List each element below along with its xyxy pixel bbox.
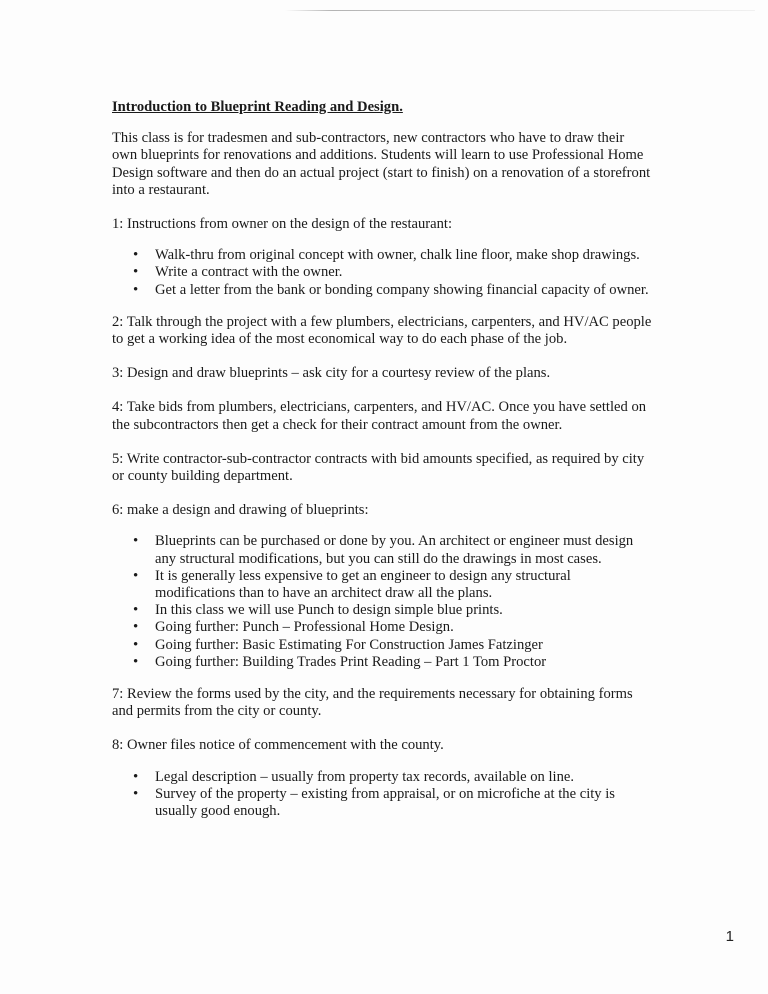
list-item: • Walk-thru from original concept with owner, chalk line floor, make shop drawings. bbox=[155, 247, 652, 264]
step-8-list bbox=[112, 769, 652, 821]
step-6-list bbox=[112, 533, 652, 671]
step-8: 8: Owner files notice of commencement with the county. bbox=[112, 737, 444, 754]
list-item: • Legal description – usually from property tax records, available on line. bbox=[155, 769, 652, 786]
document-title: Introduction to Blueprint Reading and Design. bbox=[112, 99, 403, 115]
scan-artifact-line bbox=[285, 10, 755, 11]
list-item: • Going further: Punch – Professional Home Design. bbox=[155, 619, 652, 636]
list-item: • Write a contract with the owner. bbox=[155, 264, 652, 281]
list-item: • Survey of the property – existing from appraisal, or on microfiche at the city is usually good enough. bbox=[155, 786, 652, 820]
list-item: • Going further: Building Trades Print Reading – Part 1 Tom Proctor bbox=[155, 654, 652, 671]
step-7: 7: Review the forms used by the city, and the requirements necessary for obtaining forms and permits from the city or county. bbox=[112, 686, 633, 720]
list-item: • Get a letter from the bank or bonding company showing financial capacity of owner. bbox=[155, 282, 652, 299]
list-item: • It is generally less expensive to get an engineer to design any structural modifications than to have an architect draw all the plans. bbox=[155, 568, 652, 602]
page-number: 1 bbox=[725, 928, 734, 945]
step-5: 5: Write contractor-sub-contractor contracts with bid amounts specified, as required by city or county building department. bbox=[112, 450, 645, 485]
step-2: 2: Talk through the project with a few plumbers, electricians, carpenters, and HV/AC people to get a working idea of the most economical way to do each phase of the job. bbox=[112, 313, 652, 348]
step-3: 3: Design and draw blueprints – ask city for a courtesy review of the plans. bbox=[112, 365, 551, 382]
step-1-list bbox=[112, 247, 652, 299]
step-6: 6: make a design and drawing of blueprints: bbox=[112, 502, 369, 519]
step-4: 4: Take bids from plumbers, electricians, carpenters, and HV/AC. Once you have settled on the subcontractors then get a check for their contract amount from the owner. bbox=[112, 399, 647, 433]
intro-paragraph: This class is for tradesmen and sub-contractors, new contractors who have to draw their own blueprints for renovations and additions. Students will learn to use Professional Home Design software and then do an actual project (start to finish) on a renovation of a storefront into a restaurant. bbox=[112, 130, 651, 198]
list-item: • In this class we will use Punch to design simple blue prints. bbox=[155, 602, 652, 619]
list-item: • Going further: Basic Estimating For Construction James Fatzinger bbox=[155, 637, 652, 654]
list-item: • Blueprints can be purchased or done by you. An architect or engineer must design any structural modifications, but you can still do the drawings in most cases. bbox=[155, 533, 652, 567]
step-1: 1: Instructions from owner on the design of the restaurant: bbox=[112, 216, 453, 233]
document-body bbox=[112, 99, 652, 835]
